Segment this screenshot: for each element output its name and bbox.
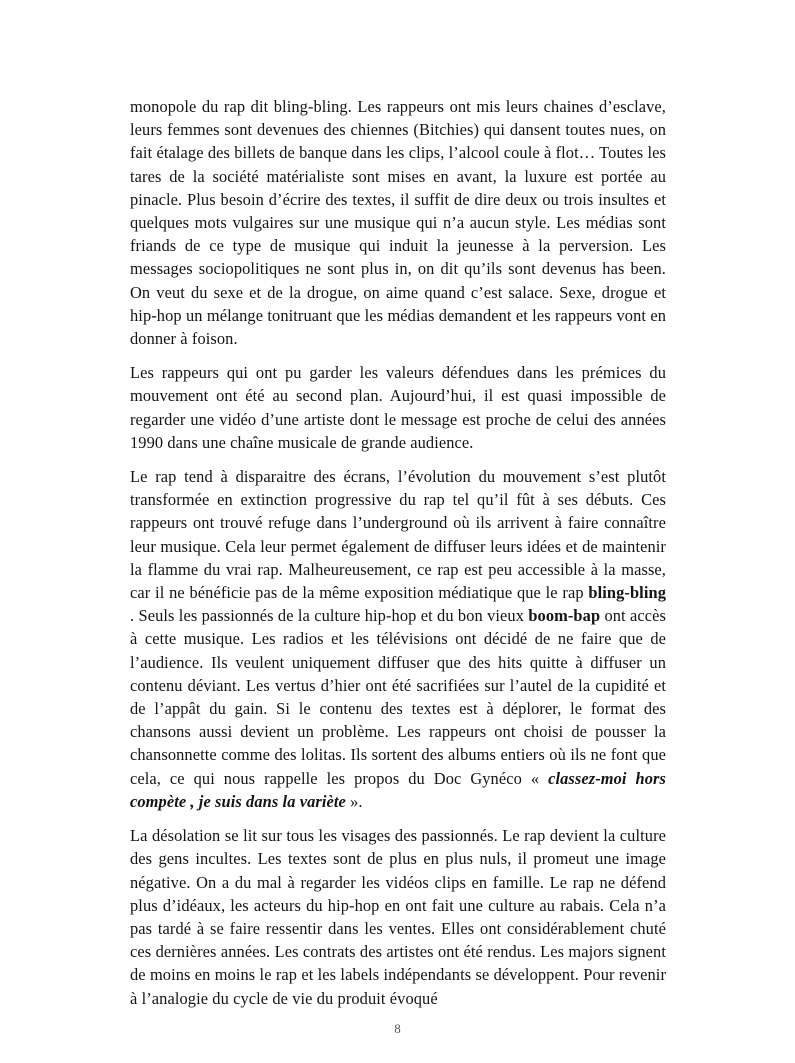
emphasized-text: bling-bling	[588, 583, 666, 603]
text-run: Les rappeurs qui ont pu garder les valeurs défendues dans les prémices du mouvement ont été au second plan. Aujourd’hui, il est quasi impossible de regarder une vidéo d’une artiste dont le message est proche de celui des années 1990 dans une chaîne musicale de grande audience.	[130, 363, 666, 452]
paragraph	[130, 824, 666, 1010]
text-run: Le rap tend à disparaitre des écrans, l’évolution du mouvement s’est plutôt transformée en extinction progressive du rap tel qu’il fût à ses débuts. Ces rappeurs ont trouvé refuge dans l’underground où ils arrivent à faire connaître leur musique. Cela leur permet également de diffuser leurs idées et de maintenir la flamme du vrai rap. Malheureusement, ce rap est peu accessible à la masse, car il ne bénéficie pas de la même exposition médiatique que le rap	[130, 467, 666, 603]
paragraph	[130, 361, 666, 454]
paragraph	[130, 465, 666, 813]
paragraph	[130, 95, 666, 350]
page-number: 8	[394, 1021, 401, 1036]
text-run: ».	[345, 791, 363, 811]
text-run: . Seuls les passionnés de la culture hip-hop et du bon vieux	[130, 606, 529, 626]
text-body	[130, 95, 666, 1021]
emphasized-text: classez-moi hors compète , je suis dans la variète	[130, 768, 666, 811]
emphasized-text: boom-bap	[528, 606, 601, 626]
text-run: La désolation se lit sur tous les visages des passionnés. Le rap devient la culture des gens incultes. Les textes sont de plus en plus nuls, il promeut une image négative. On a du mal à regarder les vidéos clips en famille. Le rap ne défend plus d’idéaux, les acteurs du hip-hop en ont fait une culture au rabais. Cela n’a pas tardé à se faire ressentir dans les ventes. Elles ont considérablement chuté ces dernières années. Les contrats des artistes ont été rendus. Les majors signent de moins en moins le rap et les labels indépendants se développent. Pour revenir à l’analogie du cycle de vie du produit évoqué	[130, 826, 666, 1008]
text-run: ont accès à cette musique. Les radios et les télévisions ont décidé de ne faire que de l’audience. Ils veulent uniquement diffuser que des hits quitte à diffuser un contenu déviant. Les vertus d’hier ont été sacrifiées sur l’autel de la cupidité et de l’appât du gain. Si le contenu des textes est à déplorer, le format des chansons aussi devient un problème. Les rappeurs ont choisi de pousser la chansonnette comme des lolitas. Ils sortent des albums entiers où ils ne font que cela, ce qui nous rappelle les propos du Doc Gynéco «	[130, 606, 666, 788]
text-run: monopole du rap dit bling-bling. Les rappeurs ont mis leurs chaines d’esclave, leurs femmes sont devenues des chiennes (Bitchies) qui dansent toutes nues, on fait étalage des billets de banque dans les clips, l’alcool coule à flot… Toutes les tares de la société matérialiste sont mises en avant, la luxure est portée au pinacle. Plus besoin d’écrire des textes, il suffit de dire deux ou trois insultes et quelques mots vulgaires sur une musique qui n’a aucun style. Les médias sont friands de ce type de musique qui induit la jeunesse à la perversion. Les messages sociopolitiques ne sont plus in, on dit qu’ils sont devenus has been. On veut du sexe et de la drogue, on aime quand c’est salace. Sexe, drogue et hip-hop un mélange tonitruant que les médias demandent et les rappeurs vont en donner à foison.	[130, 97, 666, 349]
